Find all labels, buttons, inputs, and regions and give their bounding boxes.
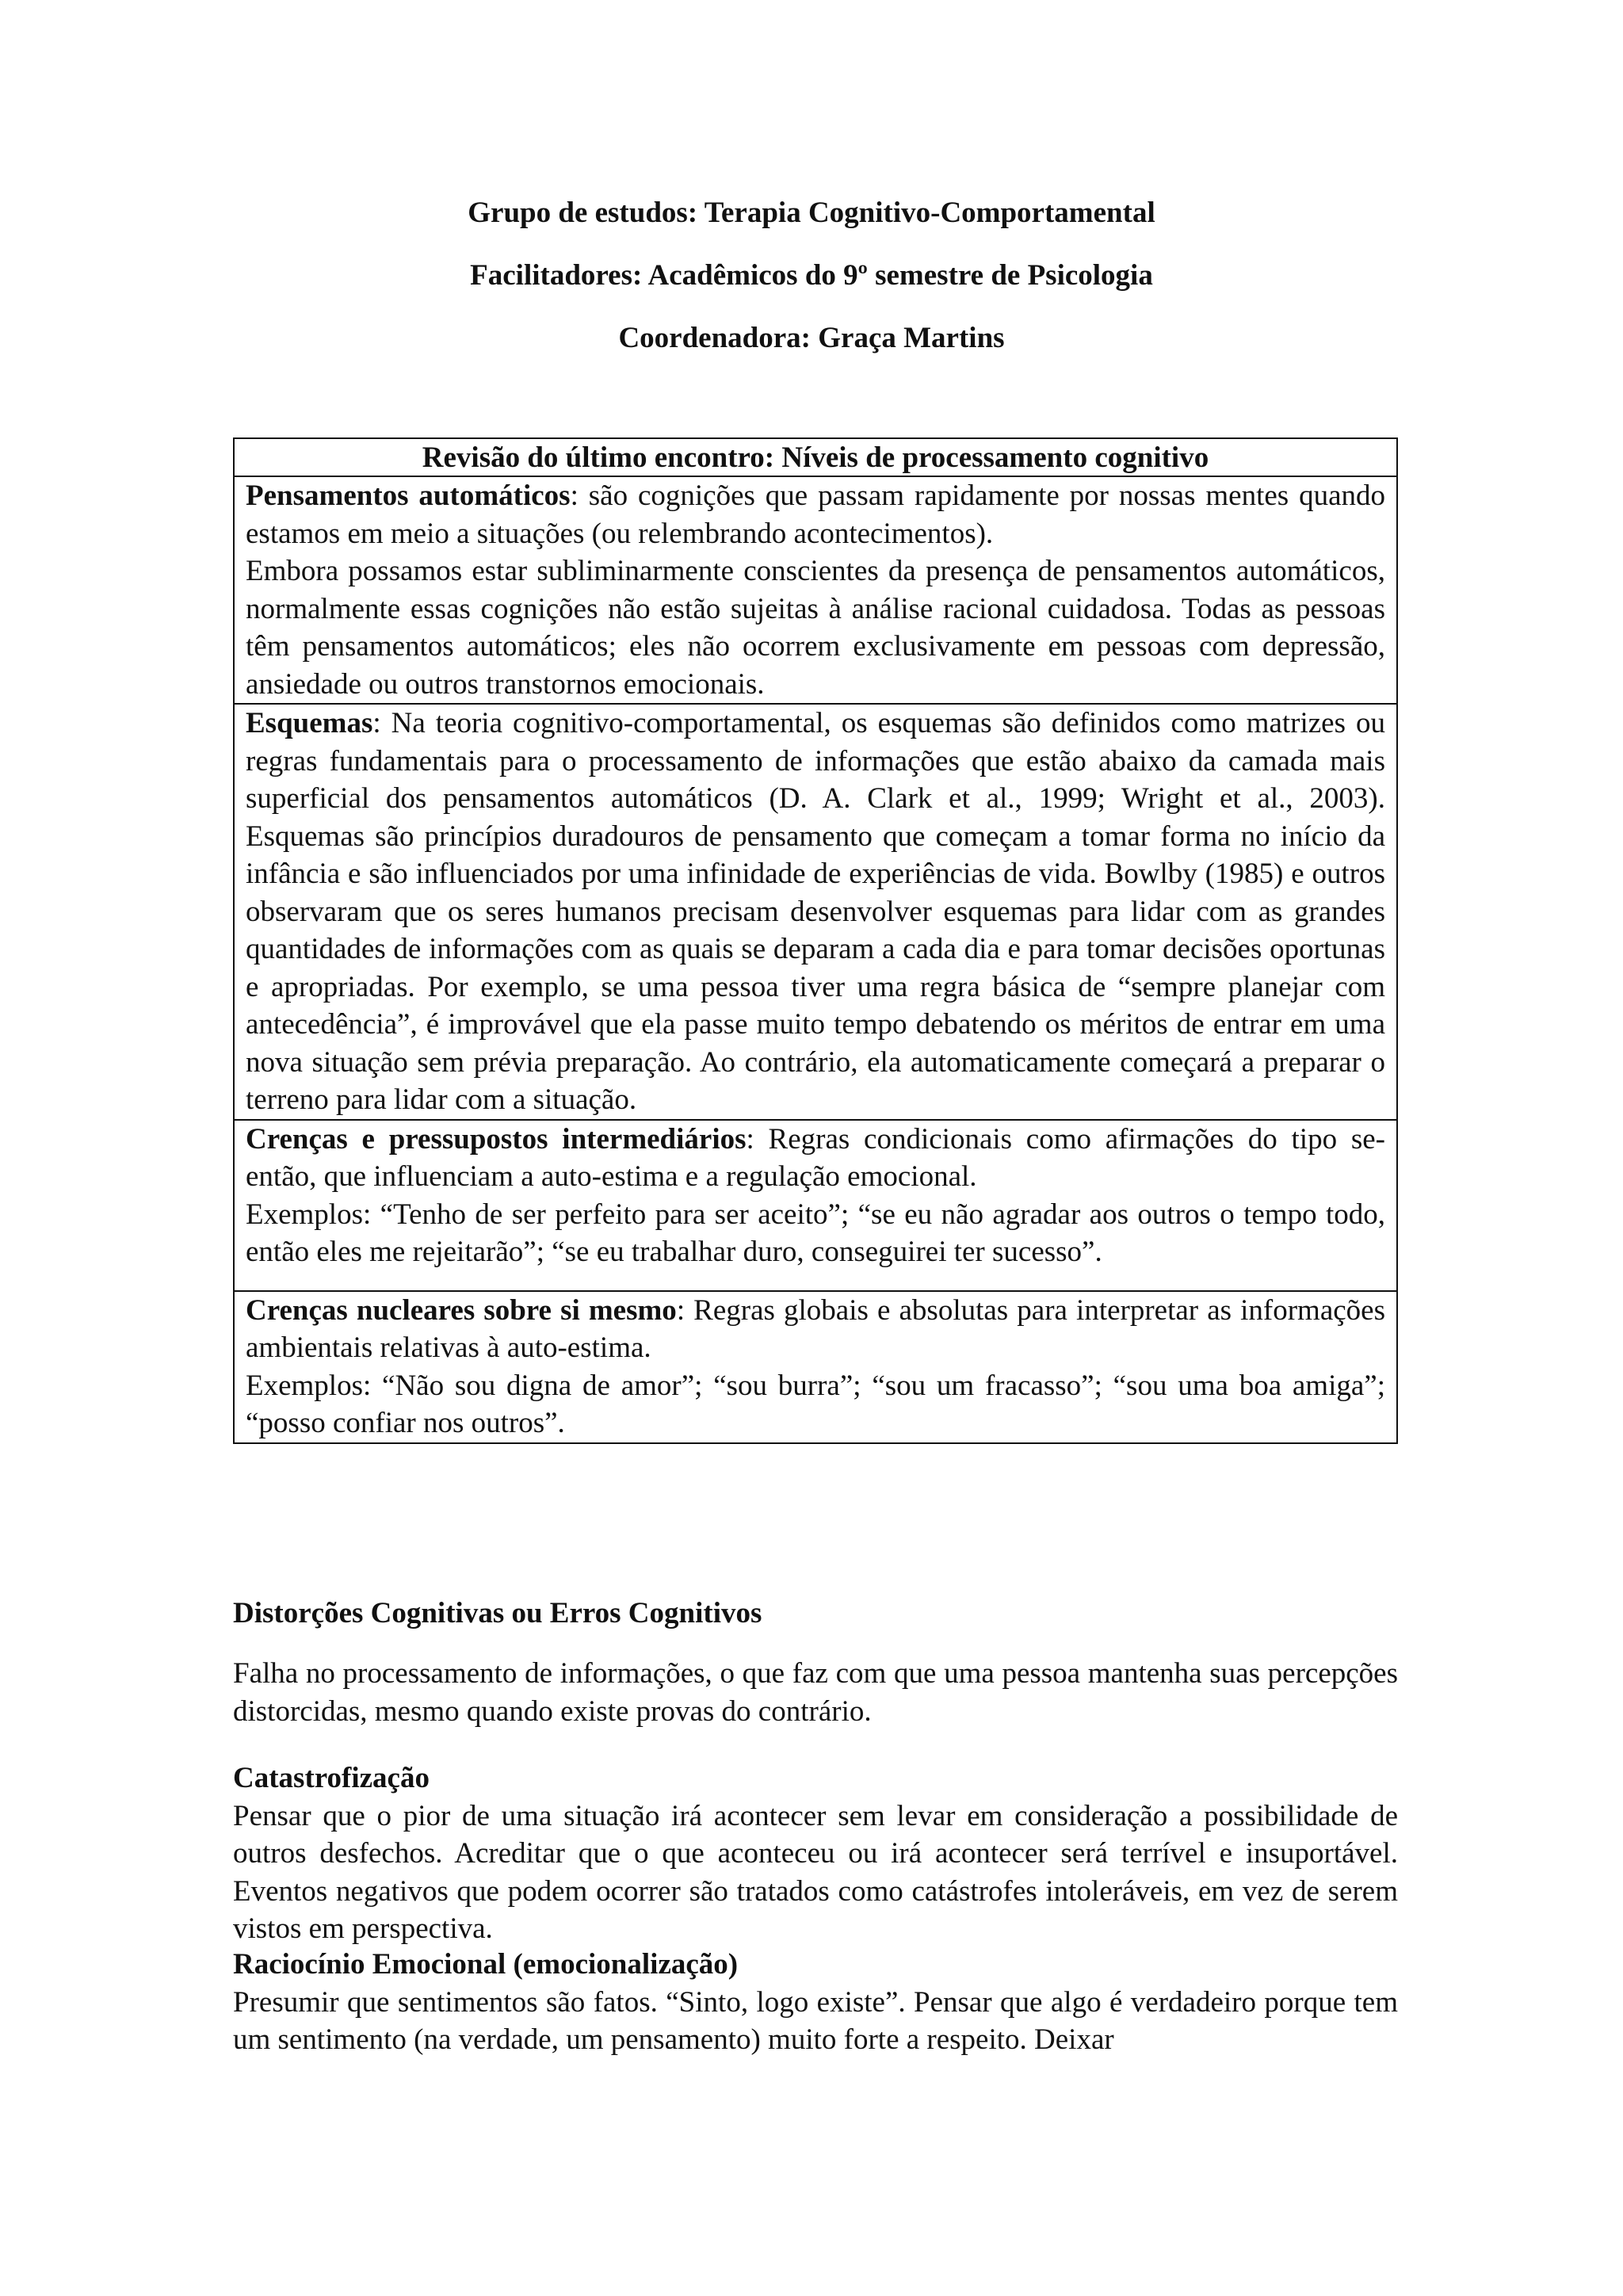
coordinator-line: Coordenadora: Graça Martins (618, 322, 1005, 354)
esquemas-definition: : Na teoria cognitivo-comportamental, os esquemas são definidos como matrizes ou regras fundamentais para o processamento de informações que estão abaixo da camada mais superficial dos pensamentos automáticos (D. A. Clark et al., 1999; Wright et al., 2003). Esquemas são princípios duradouros de pensamento que começam a tomar forma no início da infância e são influenciados por uma infinidade de experiências de vida. Bowlby (1985) e outros observaram que os seres humanos precisam desenvolver esquemas para lidar com as grandes quantidades de informações com as quais se deparam a cada dia e para tomar decisões oportunas e apropriadas. Por exemplo, se uma pessoa tiver uma regra básica de “sempre planejar com antecedência”, é improvável que ela passe muito tempo debatendo os méritos de entrar em uma nova situação sem prévia preparação. Ao contrário, ela automaticamente começará a preparar o terreno para lidar com a situação. (246, 707, 1385, 1116)
table-row (234, 438, 1397, 476)
term-esquemas: Esquemas (246, 707, 373, 739)
cell-crencas-nucleares (234, 1291, 1397, 1443)
nucleares-definition: : Regras globais e absolutas para interpretar as informações ambientais relativas à auto-estima. (246, 1293, 1385, 1364)
pensamentos-definition: : são cognições que passam rapidamente por nossas mentes quando estamos em meio a situações (ou relembrando acontecimentos). (246, 479, 1385, 550)
review-table-title: Revisão do último encontro: Níveis de processamento cognitivo (234, 438, 1397, 476)
review-table (233, 437, 1398, 1444)
term-crencas-intermediarias: Crenças e pressupostos intermediários (246, 1122, 747, 1156)
raciocinio-heading: Raciocínio Emocional (emocionalização) (233, 1948, 739, 1981)
study-group-title: Grupo de estudos: Terapia Cognitivo-Comportamental (468, 197, 1155, 229)
intermediarias-examples: Exemplos: “Tenho de ser perfeito para ser aceito”; “se eu não agradar aos outros o tempo todo, então eles me rejeitarão”; “se eu trabalhar duro, conseguirei ter sucesso”. (246, 1198, 1385, 1268)
table-row (234, 704, 1397, 1120)
table-row (234, 1291, 1397, 1443)
distorcoes-heading: Distorções Cognitivas ou Erros Cognitivos (233, 1597, 762, 1629)
catastrofizacao-heading: Catastrofização (233, 1762, 430, 1794)
catastrofizacao-section (233, 1759, 1398, 1948)
cell-pensamentos-automaticos (234, 476, 1397, 704)
intermediarias-definition: : Regras condicionais como afirmações do tipo se-então, que influenciam a auto-estima e a regulação emocional. (246, 1122, 1385, 1193)
raciocinio-text: Presumir que sentimentos são fatos. “Sinto, logo existe”. Pensar que algo é verdadeiro porque tem um sentimento (na verdade, um pensamento) muito forte a respeito. Deixar (233, 1985, 1398, 2056)
distorcoes-section (233, 1595, 1398, 1633)
catastrofizacao-text: Pensar que o pior de uma situação irá acontecer sem levar em consideração a possibilidade de outros desfechos. Acreditar que o que aconteceu ou irá acontecer será terrível e insuportável. Eventos negativos que podem ocorrer são tratados como catástrofes intoleráveis, em vez de serem vistos em perspectiva. (233, 1799, 1398, 1945)
nucleares-examples: Exemplos: “Não sou digna de amor”; “sou burra”; “sou um fracasso”; “sou uma boa amiga”; “posso confiar nos outros”. (246, 1369, 1385, 1439)
pensamentos-explanation: Embora possamos estar subliminarmente conscientes da presença de pensamentos automáticos, normalmente essas cognições não estão sujeitas à análise racional cuidadosa. Todas as pessoas têm pensamentos automáticos; eles não ocorrem exclusivamente em pessoas com depressão, ansiedade ou outros transtornos emocionais. (246, 555, 1385, 701)
table-row (234, 1120, 1397, 1291)
raciocinio-section (233, 1946, 1398, 2059)
distorcoes-text: Falha no processamento de informações, o que faz com que uma pessoa mantenha suas percepções distorcidas, mesmo quando existe provas do contrário. (233, 1657, 1398, 1728)
cell-esquemas (234, 704, 1397, 1120)
cell-crencas-intermediarias (234, 1120, 1397, 1291)
facilitators-line: Facilitadores: Acadêmicos do 9º semestre de Psicologia (470, 259, 1153, 292)
term-pensamentos-automaticos: Pensamentos automáticos (246, 479, 571, 512)
distorcoes-body (233, 1655, 1398, 1730)
term-crencas-nucleares: Crenças nucleares sobre si mesmo (246, 1293, 677, 1327)
table-row (234, 476, 1397, 704)
